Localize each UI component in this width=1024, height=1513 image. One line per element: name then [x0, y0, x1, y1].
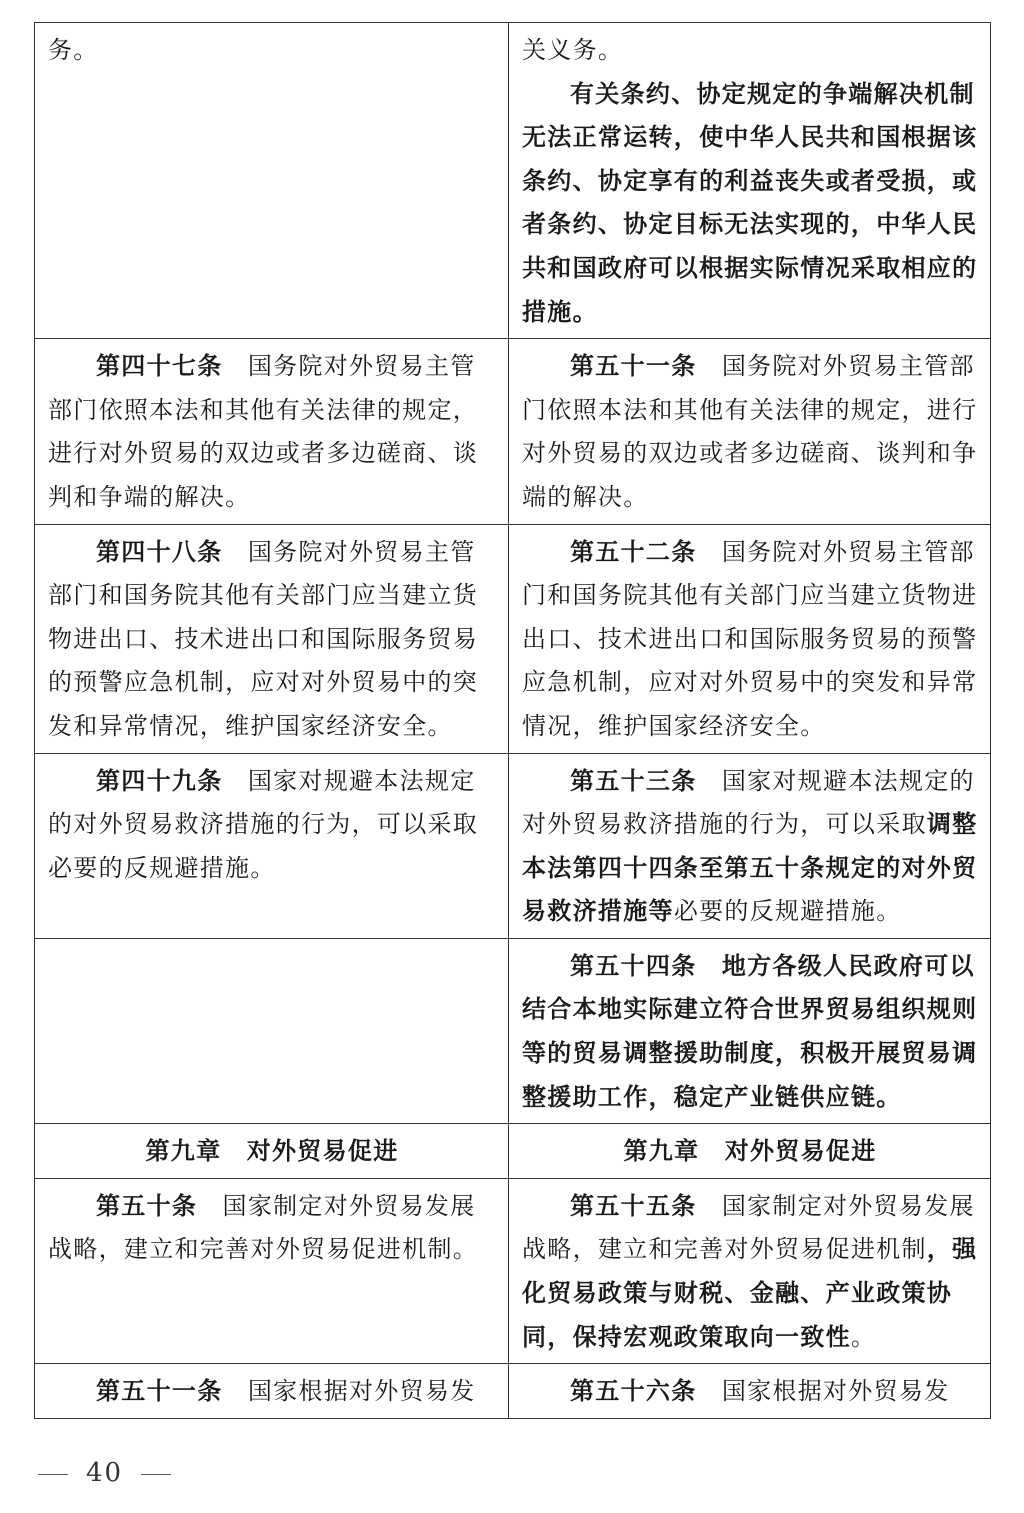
- page-footer: [38, 1458, 171, 1488]
- article-added-text: 调整本法第四十四条至第五十条规定的对外贸易救济措施等: [522, 810, 978, 926]
- article-number: 第四十八条: [96, 537, 223, 566]
- left-cell: [35, 1178, 509, 1363]
- table-row: [35, 938, 991, 1123]
- left-cell: [35, 938, 509, 1123]
- footer-dash-left: [38, 1474, 68, 1475]
- article-text: 国家制定对外贸易发展战略，建立和完善对外贸易促进机制: [522, 1191, 975, 1264]
- article-text: 国家根据对外贸易发: [721, 1377, 950, 1406]
- chapter-heading-right: 第九章 对外贸易促进: [509, 1124, 991, 1179]
- left-text: 务。: [48, 36, 99, 64]
- right-text: 关义务。: [522, 36, 624, 64]
- article-number: 第五十四条: [570, 951, 697, 980]
- right-cell: [509, 524, 991, 753]
- article-text: 国务院对外贸易主管部门和国务院其他有关部门应当建立货物进出口、技术进出口和国际服务贸易的预警应急机制，应对对外贸易中的突发和异常情况，维护国家经济安全。: [522, 537, 978, 740]
- left-cell: [35, 753, 509, 938]
- table-row: [35, 1178, 991, 1363]
- left-cell: [35, 339, 509, 524]
- article-text-end: 必要的反规避措施。: [673, 897, 902, 926]
- page-number: 40: [86, 1458, 124, 1488]
- right-cell: [509, 339, 991, 524]
- right-cell: [509, 753, 991, 938]
- article-number: 第五十二条: [570, 537, 697, 566]
- article-number: 第四十七条: [96, 352, 223, 381]
- right-cell: [509, 938, 991, 1123]
- right-cell: 第五十五条 国家制定对外贸易发展战略，建立和完善对外贸易促进机制，强化贸易政策与财税、金融、产业政策协同，保持宏观政策取向一致性。: [509, 1178, 991, 1363]
- table-row: [35, 524, 991, 753]
- table-row: [35, 23, 991, 339]
- left-cell: [35, 23, 509, 339]
- article-number: 第五十六条: [570, 1377, 697, 1406]
- table-row: [35, 1364, 991, 1419]
- article-number: 第五十条: [96, 1191, 198, 1220]
- table-row: [35, 339, 991, 524]
- article-text: 国家制定对外贸易发展战略，建立和完善对外贸易促进机制。: [48, 1191, 479, 1264]
- article-text: 国务院对外贸易主管部门依照本法和其他有关法律的规定，进行对外贸易的双边或者多边磋商、谈判和争端的解决。: [522, 352, 978, 511]
- article-text: 国家根据对外贸易发: [247, 1377, 476, 1406]
- right-cell: [509, 1364, 991, 1419]
- article-text: 国务院对外贸易主管部门依照本法和其他有关法律的规定，进行对外贸易的双边或者多边磋商、谈判和争端的解决。: [48, 352, 479, 511]
- table-row: [35, 1124, 991, 1179]
- comparison-table: [34, 22, 991, 1419]
- article-text: 地方各级人民政府可以结合本地实际建立符合世界贸易组织规则等的贸易调整援助制度，积极开展贸易调整援助工作，稳定产业链供应链。: [522, 951, 978, 1111]
- article-number: 第五十五条: [570, 1191, 697, 1220]
- table-row: [35, 753, 991, 938]
- article-number: 第四十九条: [96, 766, 223, 795]
- article-number: 第五十一条: [96, 1377, 223, 1406]
- article-text: 国家对规避本法规定的对外贸易救济措施的行为，可以采取: [522, 766, 975, 839]
- left-cell: [35, 524, 509, 753]
- article-text: 国务院对外贸易主管部门和国务院其他有关部门应当建立货物进出口、技术进出口和国际服务贸易的预警应急机制，应对对外贸易中的突发和异常情况，维护国家经济安全。: [48, 537, 479, 740]
- article-number: 第五十一条: [570, 352, 697, 381]
- footer-dash-right: [141, 1474, 171, 1475]
- chapter-heading-left: 第九章 对外贸易促进: [35, 1124, 509, 1179]
- left-cell: [35, 1364, 509, 1419]
- right-cell: [509, 23, 991, 339]
- article-added-text: ，强化贸易政策与财税、金融、产业政策协同，保持宏观政策取向一致性: [522, 1235, 978, 1351]
- article-number: 第五十三条: [570, 766, 697, 795]
- right-added-paragraph: 有关条约、协定规定的争端解决机制无法正常运转，使中华人民共和国根据该条约、协定享有的利益丧失或者受损，或者条约、协定目标无法实现的，中华人民共和国政府可以根据实际情况采取相应的措施。: [522, 79, 978, 326]
- article-text: 国家对规避本法规定的对外贸易救济措施的行为，可以采取必要的反规避措施。: [48, 766, 479, 882]
